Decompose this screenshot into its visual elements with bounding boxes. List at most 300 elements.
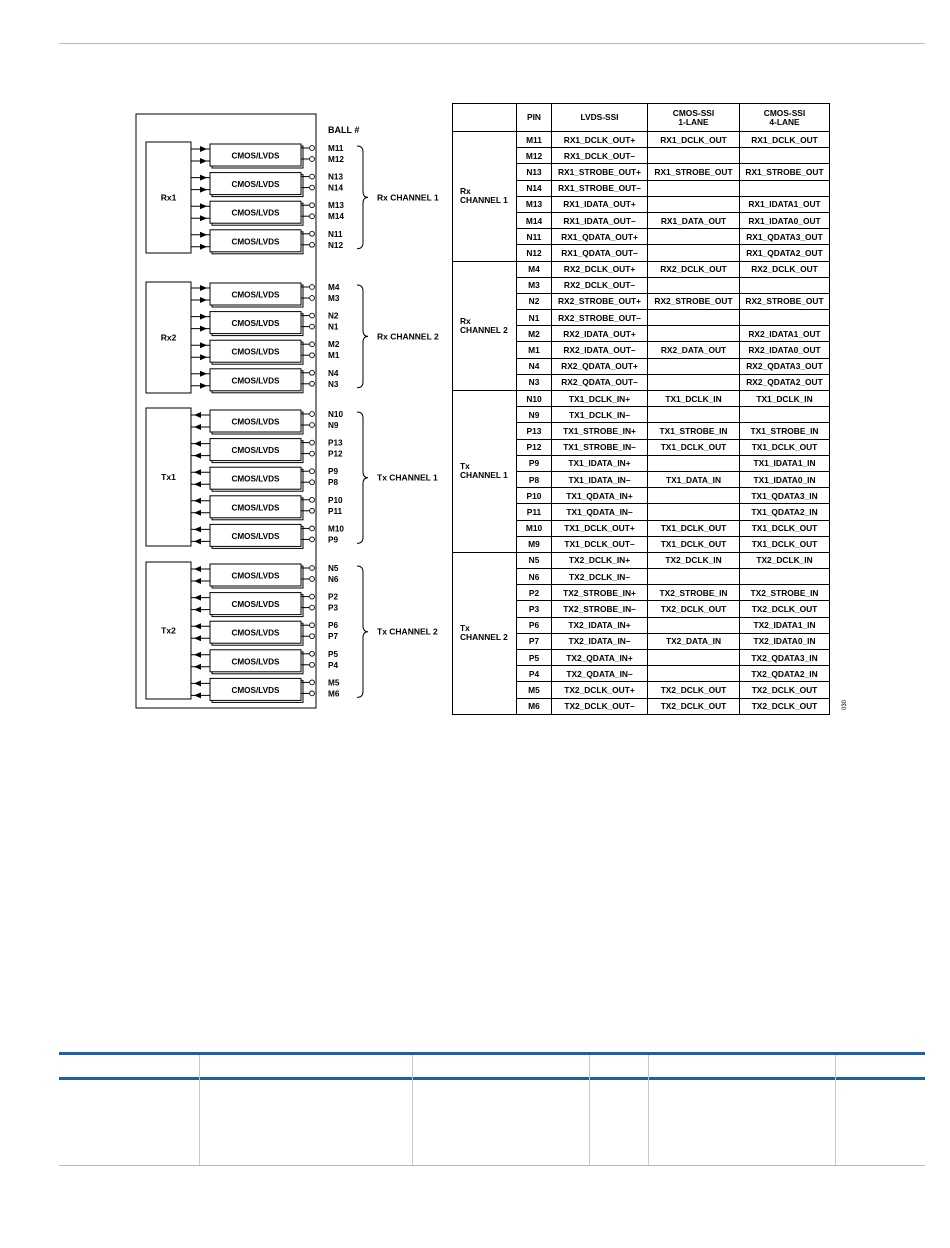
lvds-ssi-cell: TX1_STROBE_IN– (552, 439, 648, 455)
ball-marker (310, 412, 315, 417)
lvds-ssi-cell: TX1_DCLK_IN+ (552, 391, 648, 407)
lvds-ssi-cell: TX2_QDATA_IN– (552, 666, 648, 682)
direction-arrow (200, 342, 207, 348)
pin-cell: P3 (517, 601, 552, 617)
cmos-1-lane-cell: RX2_DATA_OUT (648, 342, 740, 358)
lvds-ssi-cell: RX1_IDATA_OUT+ (552, 196, 648, 212)
lvds-ssi-cell: RX1_QDATA_OUT– (552, 245, 648, 261)
ball-label: N13 (328, 172, 344, 182)
pin-cell: M2 (517, 326, 552, 342)
table-row (453, 391, 830, 407)
cmos-4-lane-cell: RX2_IDATA0_OUT (740, 342, 830, 358)
cmos-lvds-label: CMOS/LVDS (231, 474, 280, 484)
direction-arrow (200, 203, 207, 209)
table-row (453, 261, 830, 277)
cmos-1-lane-cell (648, 358, 740, 374)
direction-arrow (200, 232, 207, 238)
pin-cell: M4 (517, 261, 552, 277)
ball-label: M13 (328, 201, 344, 211)
ball-marker (310, 526, 315, 531)
ball-label: P11 (328, 506, 343, 516)
ball-marker (310, 469, 315, 474)
column-divider (412, 1055, 413, 1165)
cmos-1-lane-cell: TX2_DATA_IN (648, 633, 740, 649)
cmos-4-lane-cell: RX2_DCLK_OUT (740, 261, 830, 277)
cmos-1-lane-cell: TX2_STROBE_IN (648, 585, 740, 601)
ball-marker (310, 577, 315, 582)
channel-label: Rx CHANNEL 2 (377, 331, 439, 342)
channel-brace (357, 412, 368, 543)
ball-marker (310, 662, 315, 667)
lvds-ssi-cell: TX2_STROBE_IN– (552, 601, 648, 617)
ball-marker (310, 623, 315, 628)
ball-marker (310, 185, 315, 190)
pin-cell: P2 (517, 585, 552, 601)
ball-label: M6 (328, 689, 340, 699)
direction-arrow (194, 635, 201, 641)
cmos-4-lane-cell (740, 407, 830, 423)
cmos-1-lane-cell (648, 374, 740, 390)
ball-label: N10 (328, 410, 344, 419)
pin-cell: N14 (517, 180, 552, 196)
cmos-lvds-label: CMOS/LVDS (231, 571, 280, 581)
sub-block-label: Rx2 (160, 332, 177, 343)
header-cmos-ssi-4-lane: CMOS-SSI 4-LANE (740, 104, 830, 132)
cmos-1-lane-cell (648, 148, 740, 164)
pin-cell: N5 (517, 552, 552, 568)
ball-label: M10 (328, 524, 344, 534)
ball-label: N5 (328, 564, 339, 573)
cmos-1-lane-cell: TX2_DCLK_OUT (648, 698, 740, 714)
ball-marker (310, 296, 315, 301)
ball-label: P2 (328, 592, 339, 602)
ball-marker (310, 231, 315, 236)
cmos-lvds-label: CMOS/LVDS (231, 237, 280, 247)
ball-label: N12 (328, 240, 344, 250)
cmos-4-lane-cell: RX1_QDATA3_OUT (740, 229, 830, 245)
channel-label: Rx CHANNEL 1 (377, 192, 439, 203)
cmos-lvds-label: CMOS/LVDS (231, 208, 280, 218)
cmos-4-lane-cell: TX1_DCLK_IN (740, 391, 830, 407)
ball-label: M11 (328, 144, 344, 153)
cmos-4-lane-cell (740, 310, 830, 326)
pin-cell: N13 (517, 164, 552, 180)
lvds-ssi-cell: TX1_IDATA_IN+ (552, 455, 648, 471)
ball-label: N11 (328, 229, 343, 239)
direction-arrow (200, 371, 207, 377)
cmos-1-lane-cell: TX1_DCLK_OUT (648, 439, 740, 455)
direction-arrow (194, 623, 201, 629)
column-divider (199, 1055, 200, 1165)
ball-label: P6 (328, 621, 339, 631)
pin-cell: M6 (517, 698, 552, 714)
cmos-lvds-label: CMOS/LVDS (231, 151, 280, 161)
ball-label: N14 (328, 183, 344, 193)
direction-arrow (194, 664, 201, 670)
cmos-lvds-label: CMOS/LVDS (231, 600, 280, 610)
direction-arrow (200, 175, 207, 181)
lvds-ssi-cell: TX1_DCLK_OUT– (552, 536, 648, 552)
channel-group-label: Rx CHANNEL 2 (453, 261, 517, 391)
ball-marker (310, 480, 315, 485)
pin-cell: N1 (517, 310, 552, 326)
channel-group-tx1 (146, 408, 438, 548)
cmos-1-lane-cell: TX2_DCLK_IN (648, 552, 740, 568)
column-divider (589, 1055, 590, 1165)
cmos-4-lane-cell: TX1_IDATA1_IN (740, 455, 830, 471)
cmos-4-lane-cell: TX1_STROBE_IN (740, 423, 830, 439)
cmos-1-lane-cell: RX1_DATA_OUT (648, 212, 740, 228)
pin-cell: M1 (517, 342, 552, 358)
lvds-ssi-cell: RX2_STROBE_OUT+ (552, 293, 648, 309)
channel-label: Tx CHANNEL 2 (377, 626, 438, 637)
lvds-ssi-cell: RX2_DCLK_OUT+ (552, 261, 648, 277)
channel-brace (357, 285, 368, 388)
pin-cell: P11 (517, 504, 552, 520)
direction-arrow (200, 244, 207, 250)
figure-number: 030 (842, 700, 848, 711)
table-header-rule (59, 1077, 925, 1080)
lvds-ssi-cell: RX2_DCLK_OUT– (552, 277, 648, 293)
cmos-1-lane-cell: TX2_DCLK_OUT (648, 601, 740, 617)
direction-arrow (200, 146, 207, 152)
ball-label: M12 (328, 155, 344, 164)
column-divider (648, 1055, 649, 1165)
cmos-1-lane-cell: TX1_DCLK_OUT (648, 520, 740, 536)
lvds-ssi-cell: TX2_QDATA_IN+ (552, 650, 648, 666)
ball-marker (310, 651, 315, 656)
cmos-4-lane-cell: TX2_STROBE_IN (740, 585, 830, 601)
cmos-lvds-label: CMOS/LVDS (231, 180, 280, 190)
ball-label: N4 (328, 368, 339, 378)
pin-cell: M14 (517, 212, 552, 228)
direction-arrow (194, 469, 201, 475)
direction-arrow (200, 314, 207, 320)
pin-cell: N9 (517, 407, 552, 423)
ball-marker (310, 423, 315, 428)
lvds-ssi-cell: RX2_QDATA_OUT– (552, 374, 648, 390)
lvds-ssi-cell: TX2_DCLK_OUT+ (552, 682, 648, 698)
pin-cell: P12 (517, 439, 552, 455)
header-group (453, 104, 517, 132)
direction-arrow (200, 187, 207, 193)
pin-cell: N4 (517, 358, 552, 374)
lvds-ssi-cell: TX1_STROBE_IN+ (552, 423, 648, 439)
cmos-4-lane-cell: TX1_QDATA3_IN (740, 488, 830, 504)
cmos-4-lane-cell: RX2_STROBE_OUT (740, 293, 830, 309)
direction-arrow (200, 354, 207, 360)
ball-marker (310, 691, 315, 696)
ball-label: P9 (328, 467, 339, 477)
cmos-1-lane-cell: TX2_DCLK_OUT (648, 682, 740, 698)
direction-arrow (194, 607, 201, 613)
channel-group-label: Tx CHANNEL 2 (453, 552, 517, 714)
cmos-1-lane-cell: TX1_DATA_IN (648, 471, 740, 487)
lvds-ssi-cell: RX2_QDATA_OUT+ (552, 358, 648, 374)
cmos-1-lane-cell (648, 569, 740, 585)
table-row (453, 552, 830, 568)
ball-marker (310, 605, 315, 610)
lvds-ssi-cell: RX2_STROBE_OUT– (552, 310, 648, 326)
cmos-lvds-label: CMOS/LVDS (231, 628, 280, 638)
ball-label: P7 (328, 632, 339, 642)
ball-marker (310, 157, 315, 162)
ball-marker (310, 566, 315, 571)
cmos-1-lane-cell (648, 196, 740, 212)
ball-marker (310, 440, 315, 445)
cmos-4-lane-cell: TX1_QDATA2_IN (740, 504, 830, 520)
pin-cell: M10 (517, 520, 552, 536)
cmos-1-lane-cell (648, 504, 740, 520)
table-row (453, 132, 830, 148)
table-header-row (453, 104, 830, 132)
ball-marker (310, 680, 315, 685)
ball-marker (310, 285, 315, 290)
direction-arrow (194, 652, 201, 658)
ball-label: P4 (328, 660, 339, 670)
cmos-1-lane-cell (648, 455, 740, 471)
cmos-1-lane-cell (648, 326, 740, 342)
cmos-1-lane-cell (648, 310, 740, 326)
pin-cell: N11 (517, 229, 552, 245)
direction-arrow (194, 510, 201, 516)
pin-cell: N12 (517, 245, 552, 261)
direction-arrow (200, 285, 207, 291)
cmos-1-lane-cell (648, 229, 740, 245)
cmos-4-lane-cell: TX1_IDATA0_IN (740, 471, 830, 487)
cmos-4-lane-cell (740, 148, 830, 164)
cmos-4-lane-cell: RX2_QDATA3_OUT (740, 358, 830, 374)
direction-arrow (200, 383, 207, 389)
cmos-4-lane-cell: TX1_DCLK_OUT (740, 536, 830, 552)
cmos-1-lane-cell (648, 277, 740, 293)
cmos-1-lane-cell (648, 407, 740, 423)
direction-arrow (200, 215, 207, 221)
cmos-1-lane-cell: RX2_STROBE_OUT (648, 293, 740, 309)
ball-marker (310, 342, 315, 347)
channel-group-rx2 (146, 282, 439, 393)
cmos-4-lane-cell: TX1_DCLK_OUT (740, 520, 830, 536)
cmos-1-lane-cell (648, 180, 740, 196)
pin-cell: N3 (517, 374, 552, 390)
cmos-lvds-label: CMOS/LVDS (231, 417, 280, 427)
lvds-ssi-cell: RX2_IDATA_OUT– (552, 342, 648, 358)
direction-arrow (194, 441, 201, 447)
direction-arrow (194, 680, 201, 686)
ball-marker (310, 537, 315, 542)
ball-label: M14 (328, 212, 344, 222)
cmos-1-lane-cell (648, 488, 740, 504)
cmos-4-lane-cell (740, 277, 830, 293)
ball-marker (310, 214, 315, 219)
channel-brace (357, 146, 368, 249)
cmos-4-lane-cell: RX1_DCLK_OUT (740, 132, 830, 148)
ball-label: N1 (328, 322, 339, 332)
pin-cell: M5 (517, 682, 552, 698)
cmos-lvds-label: CMOS/LVDS (231, 319, 280, 329)
pin-cell: P9 (517, 455, 552, 471)
lvds-ssi-cell: RX1_STROBE_OUT– (552, 180, 648, 196)
cmos-1-lane-cell: RX1_STROBE_OUT (648, 164, 740, 180)
cmos-lvds-label: CMOS/LVDS (231, 685, 280, 695)
ball-marker (310, 497, 315, 502)
pin-cell: M3 (517, 277, 552, 293)
cmos-lvds-label: CMOS/LVDS (231, 531, 280, 541)
cmos-1-lane-cell (648, 617, 740, 633)
header-lvds-ssi: LVDS-SSI (552, 104, 648, 132)
cmos-lvds-label: CMOS/LVDS (231, 503, 280, 513)
cmos-4-lane-cell: TX2_QDATA3_IN (740, 650, 830, 666)
ball-label: P8 (328, 478, 339, 488)
direction-arrow (194, 526, 201, 532)
lvds-ssi-cell: RX1_DCLK_OUT+ (552, 132, 648, 148)
pin-cell: N6 (517, 569, 552, 585)
channel-group-rx1 (146, 142, 439, 254)
direction-arrow (194, 453, 201, 459)
pin-cell: P10 (517, 488, 552, 504)
cmos-4-lane-cell: RX1_QDATA2_OUT (740, 245, 830, 261)
lvds-ssi-cell: TX2_IDATA_IN– (552, 633, 648, 649)
ball-label: N9 (328, 421, 339, 430)
lvds-ssi-cell: TX1_QDATA_IN– (552, 504, 648, 520)
cmos-4-lane-cell: TX2_DCLK_OUT (740, 698, 830, 714)
channel-label: Tx CHANNEL 1 (377, 472, 438, 483)
lvds-ssi-cell: TX1_DCLK_IN– (552, 407, 648, 423)
cmos-lvds-label: CMOS/LVDS (231, 347, 280, 357)
cmos-lvds-label: CMOS/LVDS (231, 290, 280, 300)
cmos-4-lane-cell: RX1_STROBE_OUT (740, 164, 830, 180)
ball-marker (310, 381, 315, 386)
ball-label: P3 (328, 603, 339, 613)
ball-marker (310, 508, 315, 513)
lvds-ssi-cell: TX1_QDATA_IN+ (552, 488, 648, 504)
direction-arrow (200, 158, 207, 164)
lvds-ssi-cell: RX1_DCLK_OUT– (552, 148, 648, 164)
cmos-4-lane-cell: TX1_DCLK_OUT (740, 439, 830, 455)
ball-label: N6 (328, 575, 339, 584)
pin-cell: N2 (517, 293, 552, 309)
ball-label: M5 (328, 678, 340, 688)
cmos-4-lane-cell: TX2_DCLK_OUT (740, 682, 830, 698)
ball-label: P9 (328, 535, 339, 545)
cmos-4-lane-cell: TX2_IDATA1_IN (740, 617, 830, 633)
direction-arrow (194, 424, 201, 430)
lvds-ssi-cell: RX1_STROBE_OUT+ (552, 164, 648, 180)
cmos-1-lane-cell: RX1_DCLK_OUT (648, 132, 740, 148)
channel-group-label: Rx CHANNEL 1 (453, 132, 517, 262)
ball-label: N2 (328, 311, 339, 321)
lvds-ssi-cell: TX1_IDATA_IN– (552, 471, 648, 487)
header-cmos-ssi-1-lane: CMOS-SSI 1-LANE (648, 104, 740, 132)
direction-arrow (194, 498, 201, 504)
table-top-rule (59, 1052, 925, 1055)
channel-brace (357, 566, 368, 697)
lvds-ssi-cell: TX2_DCLK_OUT– (552, 698, 648, 714)
sub-block-label: Rx1 (160, 192, 177, 203)
lvds-ssi-cell: RX1_IDATA_OUT– (552, 212, 648, 228)
pin-cell: M9 (517, 536, 552, 552)
lvds-ssi-cell: RX1_QDATA_OUT+ (552, 229, 648, 245)
ball-marker (310, 174, 315, 179)
cmos-4-lane-cell: RX2_QDATA2_OUT (740, 374, 830, 390)
ball-label: P13 (328, 438, 343, 448)
direction-arrow (194, 481, 201, 487)
cmos-1-lane-cell (648, 666, 740, 682)
ball-label: M1 (328, 351, 340, 361)
ball-marker (310, 451, 315, 456)
direction-arrow (200, 326, 207, 332)
cmos-4-lane-cell: TX2_DCLK_OUT (740, 601, 830, 617)
cmos-1-lane-cell (648, 650, 740, 666)
cmos-4-lane-cell: TX2_DCLK_IN (740, 552, 830, 568)
cmos-1-lane-cell (648, 245, 740, 261)
ball-marker (310, 370, 315, 375)
cmos-lvds-label: CMOS/LVDS (231, 657, 280, 667)
ball-number-header: BALL # (328, 125, 360, 135)
ball-marker (310, 324, 315, 329)
direction-arrow (194, 578, 201, 584)
pin-cell: P6 (517, 617, 552, 633)
lvds-ssi-cell: TX2_STROBE_IN+ (552, 585, 648, 601)
direction-arrow (194, 538, 201, 544)
channel-group-label: Tx CHANNEL 1 (453, 391, 517, 553)
sub-block-label: Tx1 (161, 472, 176, 482)
pin-cell: P5 (517, 650, 552, 666)
ball-marker (310, 203, 315, 208)
cmos-4-lane-cell: RX2_IDATA1_OUT (740, 326, 830, 342)
direction-arrow (194, 412, 201, 418)
cmos-1-lane-cell: RX2_DCLK_OUT (648, 261, 740, 277)
interface-block-diagram (0, 0, 450, 720)
ball-label: M3 (328, 294, 340, 303)
cmos-lvds-label: CMOS/LVDS (231, 376, 280, 386)
ball-marker (310, 353, 315, 358)
ball-marker (310, 594, 315, 599)
header-pin: PIN (517, 104, 552, 132)
ball-marker (310, 313, 315, 318)
ball-label: N3 (328, 379, 339, 389)
ball-label: P10 (328, 495, 343, 505)
cmos-4-lane-cell: RX1_IDATA1_OUT (740, 196, 830, 212)
direction-arrow (194, 692, 201, 698)
lvds-ssi-cell: TX1_DCLK_OUT+ (552, 520, 648, 536)
direction-arrow (194, 595, 201, 601)
pin-cell: M11 (517, 132, 552, 148)
ball-marker (310, 242, 315, 247)
pin-cell: M13 (517, 196, 552, 212)
pin-cell: N10 (517, 391, 552, 407)
ball-label: P5 (328, 649, 339, 659)
column-divider (835, 1055, 836, 1165)
cmos-4-lane-cell: RX1_IDATA0_OUT (740, 212, 830, 228)
lvds-ssi-cell: TX2_DCLK_IN– (552, 569, 648, 585)
pin-cell: M12 (517, 148, 552, 164)
cmos-4-lane-cell: TX2_QDATA2_IN (740, 666, 830, 682)
ball-marker (310, 146, 315, 151)
cmos-1-lane-cell: TX1_DCLK_OUT (648, 536, 740, 552)
cmos-1-lane-cell: TX1_DCLK_IN (648, 391, 740, 407)
lvds-ssi-cell: TX2_IDATA_IN+ (552, 617, 648, 633)
pin-cell: P7 (517, 633, 552, 649)
lvds-ssi-cell: TX2_DCLK_IN+ (552, 552, 648, 568)
ball-label: M4 (328, 283, 340, 292)
ball-label: P12 (328, 449, 343, 459)
ball-label: M2 (328, 340, 340, 350)
sub-block-label: Tx2 (161, 625, 176, 636)
pin-cell: P4 (517, 666, 552, 682)
cmos-lvds-label: CMOS/LVDS (231, 446, 280, 456)
pin-assignment-table (452, 103, 830, 715)
